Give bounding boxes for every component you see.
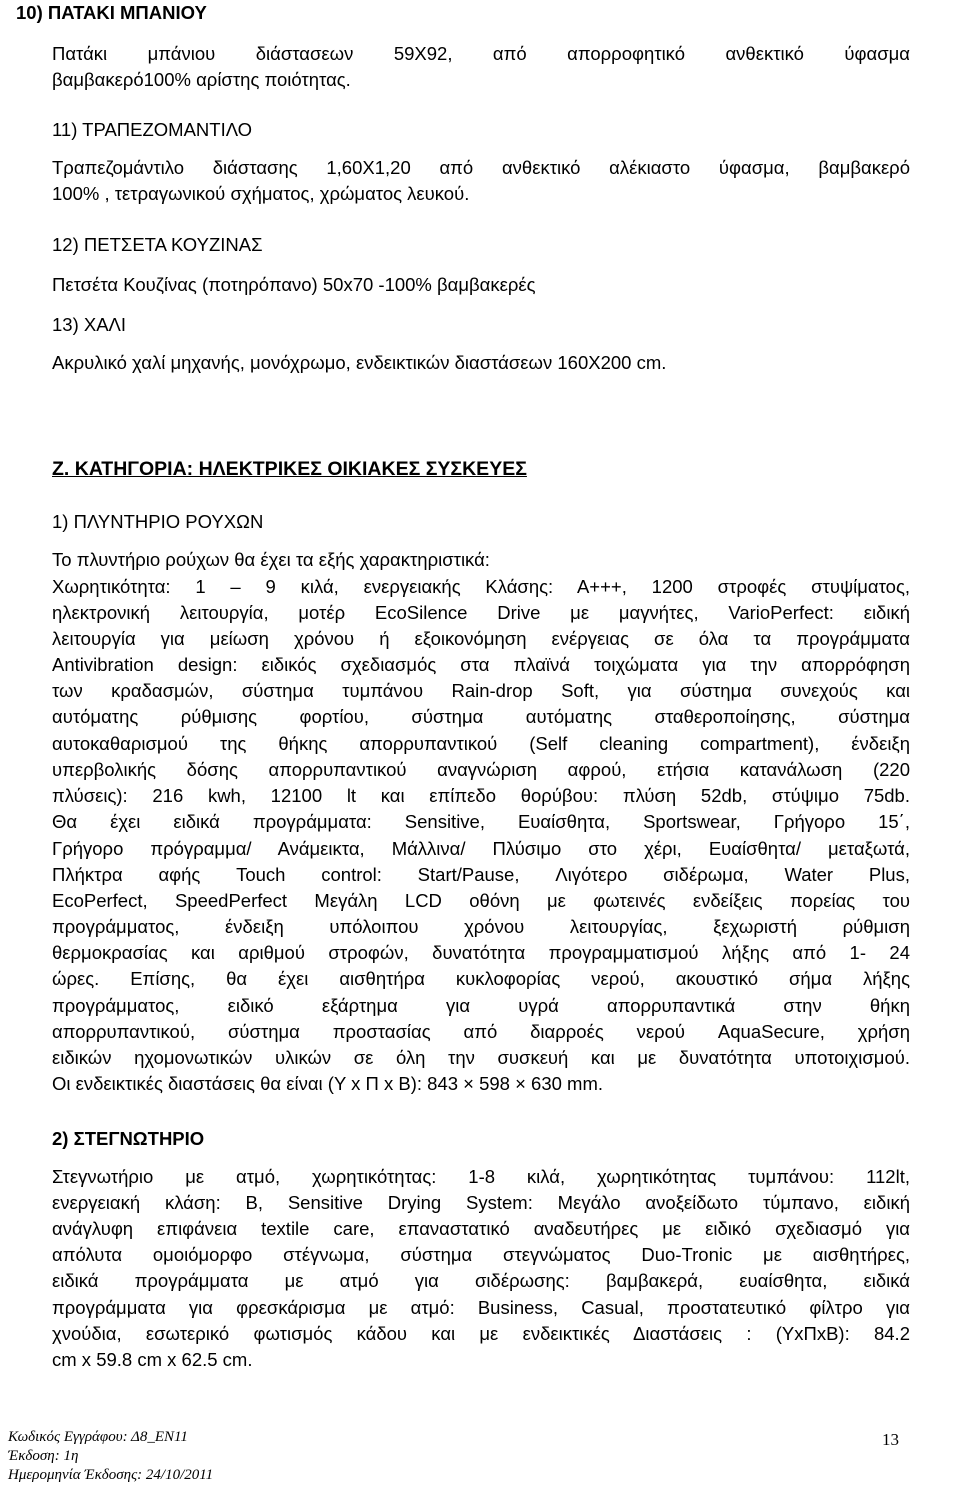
page-number: 13 xyxy=(882,1430,899,1449)
heading-10: 10) ΠΑΤΑΚΙ ΜΠΑΝΙΟΥ xyxy=(16,2,207,23)
paragraph-line: Ακρυλικό χαλί μηχανής, μονόχρωμο, ενδεικτικών διαστάσεων 160Χ200 cm. xyxy=(52,352,667,373)
paragraph-line: Antivibration design: ειδικός σχεδιασμός στα πλαϊνά τοιχώματα για την απορρόφηση xyxy=(52,654,910,675)
paragraph-line: Τραπεζομάντιλο διάστασης 1,60Χ1,20 από ανθεκτικό αλέκιαστο ύφασμα, βαμβακερό xyxy=(52,157,910,178)
paragraph-line: EcoPerfect, SpeedPerfect Μεγάλη LCD οθόνη με φωτεινές ενδείξεις πορείας του xyxy=(52,890,910,911)
paragraph-line: ηλεκτρονική λειτουργία, μοτέρ EcoSilence Drive με μαγνήτες, VarioPerfect: ειδική xyxy=(52,602,910,623)
heading-11: 11) ΤΡΑΠΕΖΟΜΑΝΤΙΛΟ xyxy=(52,119,253,140)
paragraph-line: προγράμματος, ειδικό εξάρτημα για υγρά απορρυπαντικά στην θήκη xyxy=(52,995,910,1016)
paragraph-line: Πλήκτρα αφής Touch control: Start/Pause, Λιγότερο σιδέρωμα, Water Plus, xyxy=(52,864,910,885)
paragraph-line: Στεγνωτήριο με ατμό, χωρητικότητας: 1-8 κιλά, χωρητικότητας τυμπάνου: 112lt, xyxy=(52,1166,910,1187)
paragraph-line: Το πλυντήριο ρούχων θα έχει τα εξής χαρακτηριστικά: xyxy=(52,549,490,570)
paragraph-line: Οι ενδεικτικές διαστάσεις θα είναι (Υ x Π x Β): 843 × 598 × 630 mm. xyxy=(52,1073,604,1094)
paragraph-line: Γρήγορο πρόγραμμα/ Ανάμεικτα, Μάλλινα/ Πλύσιμο στο χέρι, Ευαίσθητα/ μεταξωτά, xyxy=(52,838,910,859)
paragraph-line: προγράμματος, ένδειξη υπόλοιπου χρόνου λειτουργίας, ξεχωριστή ρύθμιση xyxy=(52,916,910,937)
paragraph-line: θερμοκρασίας και αριθμού στροφών, δυνατότητα προγραμματισμού λήξης από 1- 24 xyxy=(52,942,910,963)
paragraph-line: cm x 59.8 cm x 62.5 cm. xyxy=(52,1349,253,1370)
dryer-heading: 2) ΣΤΕΓΝΩΤΗΡΙΟ xyxy=(52,1128,205,1149)
category-heading xyxy=(52,456,910,482)
paragraph-line: ειδικών ηχομονωτικών υλικών σε όλη την συσκευή και με δυνατότητα υποτοιχισμού. xyxy=(52,1047,910,1068)
paragraph-line: απόλυτα ομοιόμορφο στέγνωμα, σύστημα στεγνώματος Duo-Tronic με αισθητήρες, xyxy=(52,1244,910,1265)
paragraph-line: Χωρητικότητα: 1 – 9 κιλά, ενεργειακής Κλάσης: Α+++, 1200 στροφές στυψίματος, xyxy=(52,576,910,597)
footer-date: Ημερομηνία Έκδοσης: 24/10/2011 xyxy=(8,1467,214,1483)
paragraph-line: χνούδια, εσωτερικό φωτισμός κάδου και με ενδεικτικές Διαστάσεις : (ΥxΠxΒ): 84.2 xyxy=(52,1323,910,1344)
paragraph-line: των κραδασμών, σύστημα τυμπάνου Rain-drop Soft, για σύστημα συνεχούς και xyxy=(52,680,910,701)
paragraph-line: υπερβολικής δόσης απορρυπαντικού αναγνώριση αφρού, ετήσια κατανάλωση (220 xyxy=(52,759,910,780)
paragraph-line: ενεργειακή κλάση: Β, Sensitive Drying System: Μεγάλο ανοξείδωτο τύμπανο, ειδική xyxy=(52,1192,910,1213)
paragraph-line: απορρυπαντικού, σύστημα προστασίας από διαρροές νερού AquaSecure, χρήση xyxy=(52,1021,910,1042)
paragraph-line: 100% , τετραγωνικού σχήματος, χρώματος λευκού. xyxy=(52,183,470,204)
washer-heading: 1) ΠΛΥΝΤΗΡΙΟ ΡΟΥΧΩΝ xyxy=(52,511,264,532)
footer-doc-code: Κωδικός Εγγράφου: Δ8_ΕΝ11 xyxy=(8,1429,188,1445)
paragraph-line: πλύσεις): 216 kwh, 12100 lt και επίπεδο θορύβου: πλύση 52db, στύψιμο 75db. xyxy=(52,785,910,806)
paragraph-line: Πετσέτα Κουζίνας (ποτηρόπανο) 50x70 -100% βαμβακερές xyxy=(52,274,536,295)
paragraph-line: αυτόματης ρύθμισης φορτίου, σύστημα αυτόματης σταθεροποίησης, σύστημα xyxy=(52,706,910,727)
paragraph-line: Θα έχει ειδικά προγράμματα: Sensitive, Ευαίσθητα, Sportswear, Γρήγορο 15΄, xyxy=(52,811,910,832)
category-heading-text: Ζ. ΚΑΤΗΓΟΡΙΑ: ΗΛΕΚΤΡΙΚΕΣ ΟΙΚΙΑΚΕΣ ΣΥΣΚΕΥΕΣ xyxy=(52,458,527,480)
paragraph-line: Πατάκι μπάνιου διάστασεων 59Χ92, από απορροφητικό ανθεκτικό ύφασμα xyxy=(52,43,910,64)
paragraph-line: ειδικά προγράμματα με ατμό για σιδέρωσης: βαμβακερά, ευαίσθητα, ειδικά xyxy=(52,1270,910,1291)
paragraph-line: ώρες. Επίσης, θα έχει αισθητήρα κυκλοφορίας νερού, ακουστικό σήμα λήξης xyxy=(52,968,910,989)
paragraph-line: ανάγλυφη επιφάνεια textile care, επαναστατικό αναδευτήρες με ειδικό σχεδιασμό για xyxy=(52,1218,910,1239)
footer-edition: Έκδοση: 1η xyxy=(8,1448,79,1464)
heading-13: 13) ΧΑΛΙ xyxy=(52,314,127,335)
paragraph-line: προγράμματα για φρεσκάρισμα με ατμό: Business, Casual, προστατευτικό φίλτρο για xyxy=(52,1297,910,1318)
paragraph-line: βαμβακερό100% αρίστης ποιότητας. xyxy=(52,69,351,90)
heading-12: 12) ΠΕΤΣΕΤΑ ΚΟΥΖΙΝΑΣ xyxy=(52,234,263,255)
paragraph-line: αυτοκαθαρισμού της θήκης απορρυπαντικού (Self cleaning compartment), ένδειξη xyxy=(52,733,910,754)
paragraph-line: λειτουργία για μείωση χρόνου ή εξοικονόμηση ενέργειας σε όλα τα προγράμματα xyxy=(52,628,910,649)
